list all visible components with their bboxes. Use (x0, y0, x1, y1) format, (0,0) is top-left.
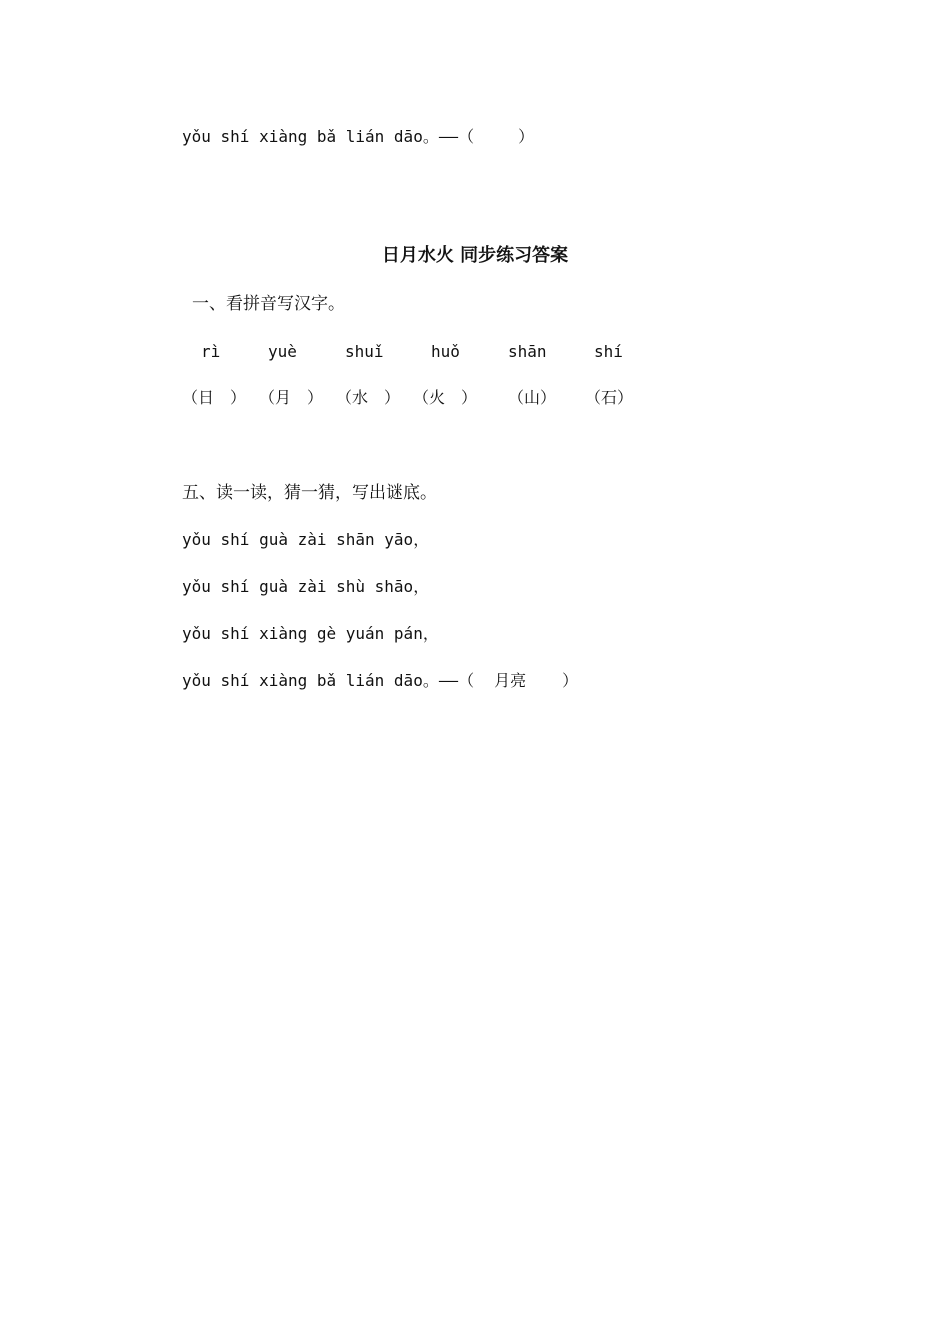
pinyin-6: shí (594, 342, 623, 361)
answer-row (0, 387, 950, 409)
section5-heading: 五、读一读，猜一猜，写出谜底。 (182, 483, 437, 503)
pinyin-row (0, 341, 950, 363)
pinyin-3: shuǐ (345, 342, 384, 361)
section1-heading: 一、看拼音写汉字。 (192, 294, 345, 314)
answer-1: （日 ） (182, 388, 247, 407)
answer-2: （月 ） (259, 388, 324, 407)
answer-5: （山） (508, 388, 557, 407)
riddle-line-top-close: ） (518, 127, 535, 146)
riddle-line-2: yǒu shí guà zài shù shāo， (182, 577, 430, 596)
riddle-line-top-text: yǒu shí xiàng bǎ lián dāo。——（ (182, 127, 475, 146)
answer-4: （火 ） (413, 388, 478, 407)
riddle-line-1: yǒu shí guà zài shān yāo， (182, 530, 430, 549)
riddle-line-top (182, 127, 534, 147)
pinyin-4: huǒ (431, 342, 460, 361)
riddle-line-4 (182, 671, 578, 691)
riddle-answer: 月亮 (494, 671, 527, 690)
answer-6: （石） (585, 388, 634, 407)
pinyin-5: shān (508, 342, 547, 361)
riddle-line-4-close: ） (562, 671, 579, 690)
pinyin-1: rì (201, 342, 221, 361)
page-title: 日月水火 同步练习答案 (381, 245, 569, 266)
pinyin-2: yuè (268, 342, 297, 361)
riddle-line-4-text: yǒu shí xiàng bǎ lián dāo。——（ (182, 671, 475, 690)
riddle-line-3: yǒu shí xiàng gè yuán pán， (182, 624, 439, 643)
answer-3: （水 ） (336, 388, 401, 407)
